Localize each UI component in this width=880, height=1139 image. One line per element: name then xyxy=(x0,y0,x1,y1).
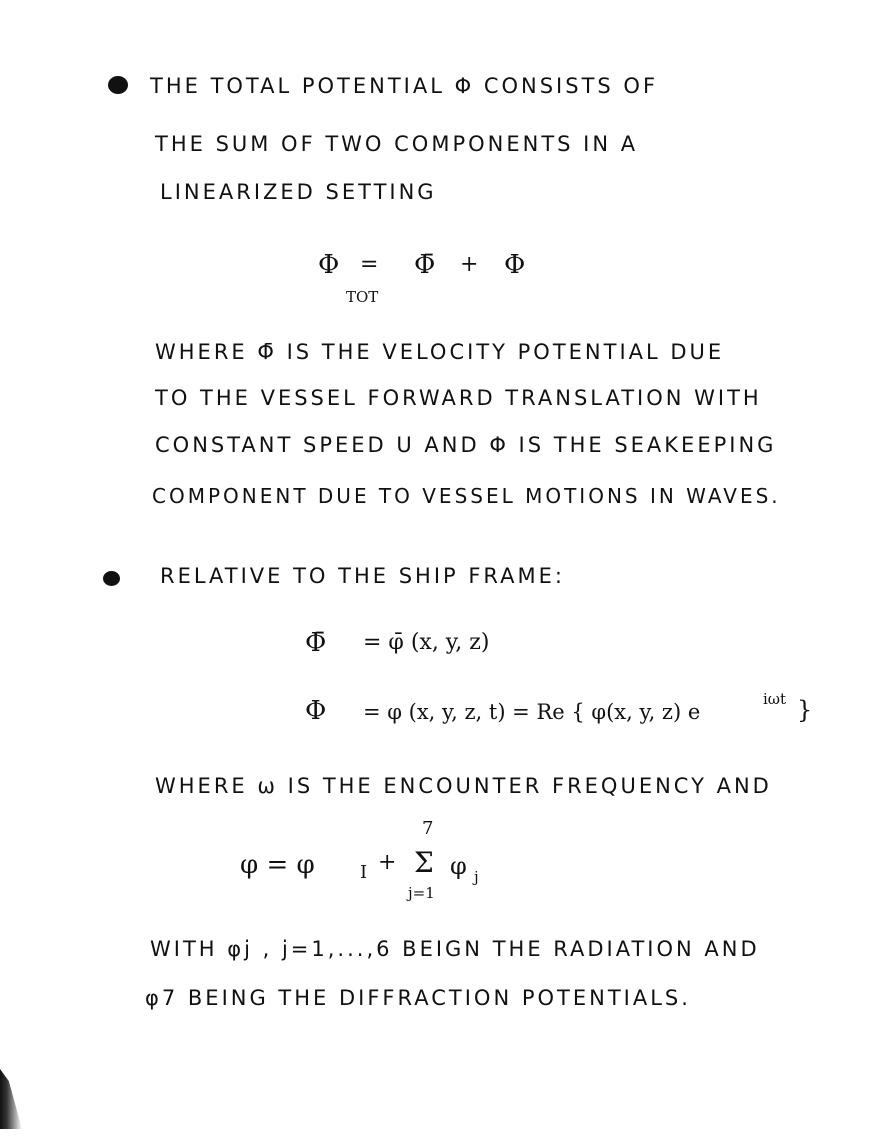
equation-unsteady xyxy=(305,690,825,740)
eq-term-phibar: Φ̄ xyxy=(414,250,436,280)
eq-lhs-sub: TOT xyxy=(346,288,379,306)
equation-steady xyxy=(305,628,585,668)
eq2-lhs: Φ xyxy=(305,696,327,726)
with-line1: WITH φj , j=1,...,6 BEIGN THE RADIATION AND xyxy=(150,937,760,961)
eq1-rhs: = φ̄ (x, y, z) xyxy=(363,630,490,655)
phi-eq-lhs: φ = φ xyxy=(240,850,315,880)
phi-eq-term: φ xyxy=(450,852,467,880)
section1-line2: THE SUM OF TWO COMPONENTS IN A xyxy=(155,132,639,156)
eq-term-phi: Φ xyxy=(504,250,526,280)
equation-decomposition xyxy=(240,812,520,912)
where-line1: WHERE Φ̄ IS THE VELOCITY POTENTIAL DUE xyxy=(155,340,725,364)
eq-lhs-phi: Φ xyxy=(318,250,340,280)
section2-heading: RELATIVE TO THE SHIP FRAME: xyxy=(160,564,566,588)
scan-edge-mark xyxy=(0,1069,22,1129)
eq2-close: } xyxy=(797,696,813,724)
eq2-exponent: iωt xyxy=(763,690,787,708)
bullet-1 xyxy=(108,76,128,94)
bullet-2 xyxy=(103,571,120,586)
section1-line1: THE TOTAL POTENTIAL Φ CONSISTS OF xyxy=(150,74,659,98)
eq1-lhs: Φ̄ xyxy=(305,628,327,658)
where-omega-line: WHERE ω IS THE ENCOUNTER FREQUENCY AND xyxy=(155,774,772,798)
eq2-rhs: = φ (x, y, z, t) = Re { φ(x, y, z) e xyxy=(363,700,701,724)
equation-total-potential xyxy=(318,250,548,310)
phi-eq-subI: I xyxy=(360,862,368,883)
section1-line3: LINEARIZED SETTING xyxy=(160,180,437,204)
where-line2: TO THE VESSEL FORWARD TRANSLATION WITH xyxy=(155,386,762,410)
sum-lower: j=1 xyxy=(408,884,435,902)
where-line3: CONSTANT SPEED U AND Φ IS THE SEAKEEPING xyxy=(155,433,777,457)
phi-eq-term-sub: j xyxy=(474,868,479,886)
eq-op-equals: = xyxy=(360,252,379,277)
phi-eq-plus: + xyxy=(378,850,397,875)
with-line2: φ7 BEING THE DIFFRACTION POTENTIALS. xyxy=(145,986,691,1010)
sum-symbol: Σ xyxy=(414,846,434,879)
sum-upper: 7 xyxy=(422,818,434,839)
where-line4: COMPONENT DUE TO VESSEL MOTIONS IN WAVES. xyxy=(152,484,781,508)
eq-op-plus: + xyxy=(460,252,479,277)
